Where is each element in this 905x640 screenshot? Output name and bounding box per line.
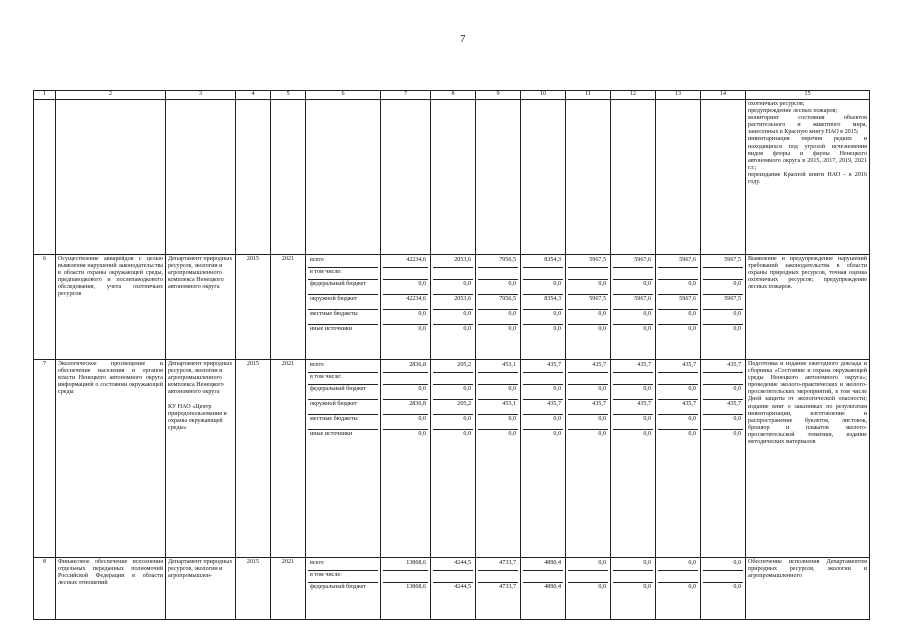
amount-value [703, 571, 743, 583]
header-cell: 9 [476, 91, 521, 100]
header-cell: 12 [611, 91, 656, 100]
amount-value: 0,0 [383, 415, 428, 430]
amount-value: 435,7 [658, 400, 698, 415]
header-cell: 6 [306, 91, 381, 100]
amount-value: 5967,5 [568, 256, 608, 268]
amount-value [658, 571, 698, 583]
amount-value [613, 373, 653, 385]
amount-cell [701, 255, 746, 360]
end-year: 2021 [271, 360, 306, 558]
funding-source: окружной бюджет [308, 295, 378, 310]
amount-cell [656, 360, 701, 558]
amount-value: 0,0 [658, 415, 698, 430]
amount-value: 0,0 [703, 310, 743, 325]
funding-source: всего [308, 361, 378, 373]
funding-source: федеральный бюджет [310, 584, 367, 590]
amount-value: 0,0 [433, 415, 473, 430]
header-cell: 4 [236, 91, 271, 100]
amount-value [658, 268, 698, 280]
amount-value: 453,1 [478, 400, 518, 415]
amount-value: 2836,8 [383, 400, 428, 415]
amount-value: 0,0 [658, 310, 698, 325]
amount-cell [566, 360, 611, 558]
amount-value: 0,0 [643, 326, 651, 332]
amount-cell [476, 255, 521, 360]
row-number: 7 [34, 360, 56, 558]
amount-value: 0,0 [613, 385, 653, 400]
amount-value: 8354,3 [523, 295, 563, 310]
funding-source: местные бюджеты [308, 310, 378, 325]
funding-source: федеральный бюджет [308, 280, 378, 295]
amount-value: 0,0 [478, 280, 518, 295]
amount-value: 0,0 [433, 280, 473, 295]
amount-value: 435,7 [613, 361, 653, 373]
column-number-row [34, 91, 870, 100]
amount-cell [611, 558, 656, 620]
amount-value: 5967,5 [568, 295, 608, 310]
amount-value [703, 268, 743, 280]
amount-value: 453,1 [478, 361, 518, 373]
amount-value: 5967,6 [658, 256, 698, 268]
funding-source: окружной бюджет [308, 400, 378, 415]
funding-sources [306, 558, 381, 620]
amount-value: 435,7 [703, 400, 743, 415]
header-cell: 15 [746, 91, 870, 100]
amount-value: 435,7 [568, 361, 608, 373]
amount-value: 0,0 [478, 385, 518, 400]
amount-value: 0,0 [553, 326, 561, 332]
amount-value [568, 571, 608, 583]
amount-value: 0,0 [383, 280, 428, 295]
amount-cell [476, 360, 521, 558]
amount-value: 0,0 [553, 431, 561, 437]
amount-value [478, 373, 518, 385]
amount-value: 435,7 [568, 400, 608, 415]
amount-cell [566, 558, 611, 620]
amount-cell [521, 255, 566, 360]
amount-value: 4244,5 [433, 559, 473, 571]
amount-value [478, 571, 518, 583]
amount-value: 0,0 [688, 584, 696, 590]
amount-value: 2053,6 [433, 256, 473, 268]
amount-value: 0,0 [613, 280, 653, 295]
amount-value: 0,0 [433, 310, 473, 325]
amount-value: 0,0 [508, 431, 516, 437]
amount-value: 205,2 [433, 361, 473, 373]
amount-cell [381, 255, 431, 360]
amount-value: 2836,8 [383, 361, 428, 373]
amount-value [383, 571, 428, 583]
activity-name: Осуществление авиарейдов с целью выявления нарушений законодательства в области охраны окружающей среды, предпаводкового и послепаводкового обследования, учета охотничьих ресурсов [56, 255, 166, 360]
amount-value: 435,7 [613, 400, 653, 415]
funding-sources [306, 360, 381, 558]
executor: Департамент природных ресурсов, экологии и агропромышлен- [166, 558, 236, 620]
amount-value: 0,0 [613, 559, 653, 571]
activity-row [34, 558, 870, 620]
amount-value: 7956,5 [478, 256, 518, 268]
funding-source: местные бюджеты [308, 415, 378, 430]
amount-value: 4244,5 [454, 584, 471, 590]
executor: Департамент природных ресурсов, экологии и агропромышленного комплекса Ненецкого автономного округа [166, 255, 236, 360]
amount-value: 4890,4 [544, 584, 561, 590]
amount-value [433, 268, 473, 280]
amount-value: 0,0 [568, 310, 608, 325]
amount-value: 435,7 [658, 361, 698, 373]
amount-value: 0,0 [463, 326, 471, 332]
amount-value: 0,0 [383, 385, 428, 400]
amount-cell [521, 558, 566, 620]
activity-name: Экологическое просвещение и обеспечение населения и органов власти Ненецкого автономного округа информацией о состоянии окружающей среды [56, 360, 166, 558]
amount-value: 0,0 [598, 431, 606, 437]
funding-source: в том числе: [308, 571, 378, 583]
header-cell: 8 [431, 91, 476, 100]
amount-cell [431, 558, 476, 620]
continuation-row [34, 100, 870, 255]
amount-cell [381, 360, 431, 558]
activity-name: Финансовое обеспечение исполнения отдельных переданных полномочий Российской Федерации в области лесных отношений [56, 558, 166, 620]
amount-value [613, 571, 653, 583]
header-cell: 11 [566, 91, 611, 100]
expected-result: Выявление и предупреждение нарушений требований законодательства в области охраны природных ресурсов, точная оценка охотничьих ресурсов; предупреждение лесных пожаров. [746, 255, 870, 360]
executor: Департамент природных ресурсов, экологии и агропромышленного комплекса Ненецкого автономного округа КУ НАО «Центр природопользования и охраны окружающей среды» [166, 360, 236, 558]
amount-value: 5967,6 [613, 256, 653, 268]
amount-value: 42234,6 [383, 295, 428, 310]
amount-value: 0,0 [613, 415, 653, 430]
start-year: 2015 [236, 360, 271, 558]
amount-cell [521, 360, 566, 558]
amount-value: 0,0 [733, 431, 741, 437]
amount-value [383, 373, 428, 385]
amount-value: 0,0 [568, 559, 608, 571]
end-year: 2021 [271, 255, 306, 360]
header-cell: 1 [34, 91, 56, 100]
amount-value: 4733,7 [499, 584, 516, 590]
header-cell: 5 [271, 91, 306, 100]
activity-rows [34, 255, 870, 620]
amount-value: 4890,4 [523, 559, 563, 571]
funding-source: иные источники [310, 431, 353, 437]
amount-value: 0,0 [523, 415, 563, 430]
amount-value: 5967,5 [703, 256, 743, 268]
amount-value: 5967,6 [658, 295, 698, 310]
amount-cell [656, 255, 701, 360]
row-number: 8 [34, 558, 56, 620]
amount-value: 0,0 [703, 415, 743, 430]
continuation-result: охотничьих ресурсов; предупреждение лесных пожаров; мониторинг состояния объектов растительного и животного мира, занесенных в Красную книгу НАО в 2015; инвентаризация перечня редких и находящихся под угрозой исчезновения видов флоры и фауны Ненецкого автономного округа в 2015, 2017, 2019, 2021 г.г.; переиздание Красной книги НАО - в 2016 году. [746, 100, 870, 255]
amount-value: 0,0 [478, 310, 518, 325]
amount-value: 0,0 [568, 415, 608, 430]
amount-value: 5967,5 [703, 295, 743, 310]
amount-cell [656, 558, 701, 620]
amount-cell [566, 255, 611, 360]
amount-value: 5967,6 [613, 295, 653, 310]
amount-value: 435,7 [703, 361, 743, 373]
funding-source: в том числе: [308, 268, 378, 280]
expected-result: Обеспечение исполнения Департаментом природных ресурсов, экологии и агропромышленного [746, 558, 870, 620]
header-cell: 3 [166, 91, 236, 100]
end-year: 2021 [271, 558, 306, 620]
amount-value [568, 268, 608, 280]
amount-cell [431, 255, 476, 360]
amount-value: 42234,6 [383, 256, 428, 268]
amount-value: 0,0 [643, 584, 651, 590]
amount-value [613, 268, 653, 280]
amount-value [523, 373, 563, 385]
amount-value: 0,0 [523, 280, 563, 295]
activity-row [34, 360, 870, 558]
amount-value: 7956,5 [478, 295, 518, 310]
amount-value: 0,0 [733, 584, 741, 590]
amount-cell [381, 558, 431, 620]
amount-value: 0,0 [658, 559, 698, 571]
funding-sources [306, 255, 381, 360]
amount-value [433, 373, 473, 385]
amount-value: 435,7 [523, 361, 563, 373]
amount-value [523, 268, 563, 280]
amount-value: 4733,7 [478, 559, 518, 571]
amount-value [568, 373, 608, 385]
header-cell: 13 [656, 91, 701, 100]
amount-cell [611, 360, 656, 558]
amount-value: 0,0 [568, 280, 608, 295]
amount-cell [701, 360, 746, 558]
funding-source: иные источники [310, 326, 353, 332]
header-cell: 14 [701, 91, 746, 100]
amount-value: 0,0 [703, 280, 743, 295]
amount-value [383, 268, 428, 280]
header-cell: 7 [381, 91, 431, 100]
amount-value: 205,2 [433, 400, 473, 415]
amount-value: 435,7 [523, 400, 563, 415]
amount-value: 2053,6 [433, 295, 473, 310]
amount-value: 0,0 [598, 326, 606, 332]
amount-value: 0,0 [523, 310, 563, 325]
amount-value: 0,0 [508, 326, 516, 332]
amount-cell [611, 255, 656, 360]
header-cell: 2 [56, 91, 166, 100]
header-cell: 10 [521, 91, 566, 100]
amount-value [703, 373, 743, 385]
funding-source: в том числе: [308, 373, 378, 385]
amount-value: 0,0 [463, 431, 471, 437]
amount-cell [476, 558, 521, 620]
amount-value: 0,0 [733, 326, 741, 332]
row-number: 6 [34, 255, 56, 360]
amount-value: 13868,6 [406, 584, 426, 590]
amount-value: 0,0 [433, 385, 473, 400]
amount-value: 0,0 [688, 326, 696, 332]
amount-value: 0,0 [598, 584, 606, 590]
program-table [33, 90, 870, 620]
amount-value: 0,0 [613, 310, 653, 325]
amount-cell [431, 360, 476, 558]
amount-value: 8354,3 [523, 256, 563, 268]
start-year: 2015 [236, 558, 271, 620]
amount-value: 0,0 [643, 431, 651, 437]
amount-value: 0,0 [418, 431, 426, 437]
amount-cell [701, 558, 746, 620]
amount-value [478, 268, 518, 280]
amount-value: 0,0 [688, 431, 696, 437]
activity-row [34, 255, 870, 360]
expected-result: Подготовка и издание ежегодного доклада и сборника «Состояние и охрана окружающей среды Ненецкого автономного округа»; проведение эколого-практических и эколого-просветительских мероприятий, в том числе Дней защиты от экологической опасности; издание книг о заказниках по результатам инвентаризации, изготовление и распространение буклетов, листовок, брошюр и плакатов эколого-просветительской тематики, издание методических материалов [746, 360, 870, 558]
amount-value: 13868,6 [383, 559, 428, 571]
amount-value: 0,0 [478, 415, 518, 430]
amount-value [523, 571, 563, 583]
amount-value: 0,0 [418, 326, 426, 332]
page-number: 7 [460, 33, 466, 45]
amount-value: 0,0 [523, 385, 563, 400]
funding-source: всего [308, 256, 378, 268]
funding-source: федеральный бюджет [308, 385, 378, 400]
amount-value: 0,0 [703, 559, 743, 571]
amount-value [433, 571, 473, 583]
funding-source: всего [308, 559, 378, 571]
amount-value [658, 373, 698, 385]
amount-value: 0,0 [383, 310, 428, 325]
amount-value: 0,0 [658, 385, 698, 400]
amount-value: 0,0 [568, 385, 608, 400]
amount-value: 0,0 [703, 385, 743, 400]
start-year: 2015 [236, 255, 271, 360]
amount-value: 0,0 [658, 280, 698, 295]
